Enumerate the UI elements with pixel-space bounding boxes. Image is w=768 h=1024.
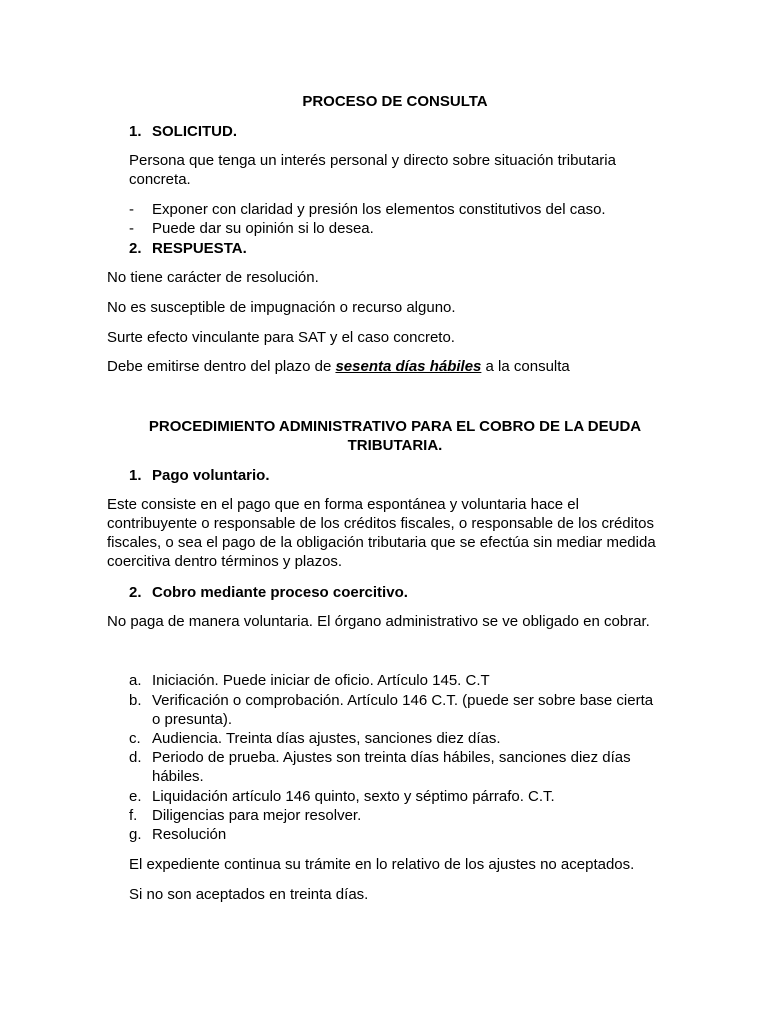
- section2-title-line1: PROCEDIMIENTO ADMINISTRATIVO PARA EL COBRO DE LA DEUDA: [148, 418, 642, 435]
- deadline-paragraph: [107, 357, 667, 376]
- section1-item1-number: 1.: [129, 123, 142, 140]
- closing-paragraph: Si no son aceptados en treinta días.: [129, 886, 369, 903]
- letter-marker: e.: [129, 788, 142, 805]
- letter-marker: d.: [129, 749, 142, 766]
- section2-item1-label: Pago voluntario.: [152, 467, 270, 484]
- letter-item: Periodo de prueba. Ajustes son treinta días hábiles, sanciones diez días hábiles.: [152, 749, 631, 785]
- section2-title-line2: TRIBUTARIA.: [347, 437, 443, 454]
- letter-marker: g.: [129, 826, 142, 843]
- dash-marker: -: [129, 220, 134, 237]
- section1-item2-label: RESPUESTA.: [152, 240, 247, 257]
- dash-marker: -: [129, 201, 134, 218]
- section1-item2-number: 2.: [129, 240, 142, 257]
- section2-item2-label: Cobro mediante proceso coercitivo.: [152, 584, 408, 601]
- letter-item: Verificación o comprobación. Artículo 146 C.T. (puede ser sobre base cierta o presunta).: [152, 692, 654, 728]
- letter-item: Iniciación. Puede iniciar de oficio. Artículo 145. C.T: [152, 672, 490, 689]
- section1-item1-text: Persona que tenga un interés personal y directo sobre situación tributaria concreta.: [129, 152, 616, 188]
- letter-marker: a.: [129, 672, 142, 689]
- section2-item2-text: No paga de manera voluntaria. El órgano administrativo se ve obligado en cobrar.: [107, 613, 650, 630]
- letter-marker: c.: [129, 730, 141, 747]
- letter-item: Resolución: [152, 826, 227, 843]
- letter-item: Diligencias para mejor resolver.: [152, 807, 362, 824]
- letter-marker: b.: [129, 692, 142, 709]
- section2-item1-number: 1.: [129, 467, 142, 484]
- deadline-before: Debe emitirse dentro del plazo de: [107, 358, 336, 375]
- dash-item: Puede dar su opinión si lo desea.: [152, 220, 374, 237]
- closing-paragraph: El expediente continua su trámite en lo relativo de los ajustes no aceptados.: [129, 856, 635, 873]
- letter-marker: f.: [129, 807, 138, 824]
- letter-item: Audiencia. Treinta días ajustes, sanciones diez días.: [152, 730, 501, 747]
- letter-item: Liquidación artículo 146 quinto, sexto y séptimo párrafo. C.T.: [152, 788, 555, 805]
- paragraph: No es susceptible de impugnación o recurso alguno.: [107, 299, 456, 316]
- deadline-emphasis: sesenta días hábiles: [335, 358, 482, 375]
- section1-title: PROCESO DE CONSULTA: [302, 93, 488, 110]
- paragraph: No tiene carácter de resolución.: [107, 269, 319, 286]
- deadline-after: a la consulta: [481, 358, 570, 375]
- paragraph: Surte efecto vinculante para SAT y el caso concreto.: [107, 329, 455, 346]
- section1-item1-label: SOLICITUD.: [152, 123, 237, 140]
- dash-item: Exponer con claridad y presión los elementos constitutivos del caso.: [152, 201, 606, 218]
- section2-item1-text: Este consiste en el pago que en forma espontánea y voluntaria hace el contribuyente o responsable de los créditos fiscales, o responsable de los créditos fiscales, o sea el pago de la obligación tributaria que se efectúa sin mediar medida coercitiva dentro términos y plazos.: [107, 496, 656, 570]
- section2-item2-number: 2.: [129, 584, 142, 601]
